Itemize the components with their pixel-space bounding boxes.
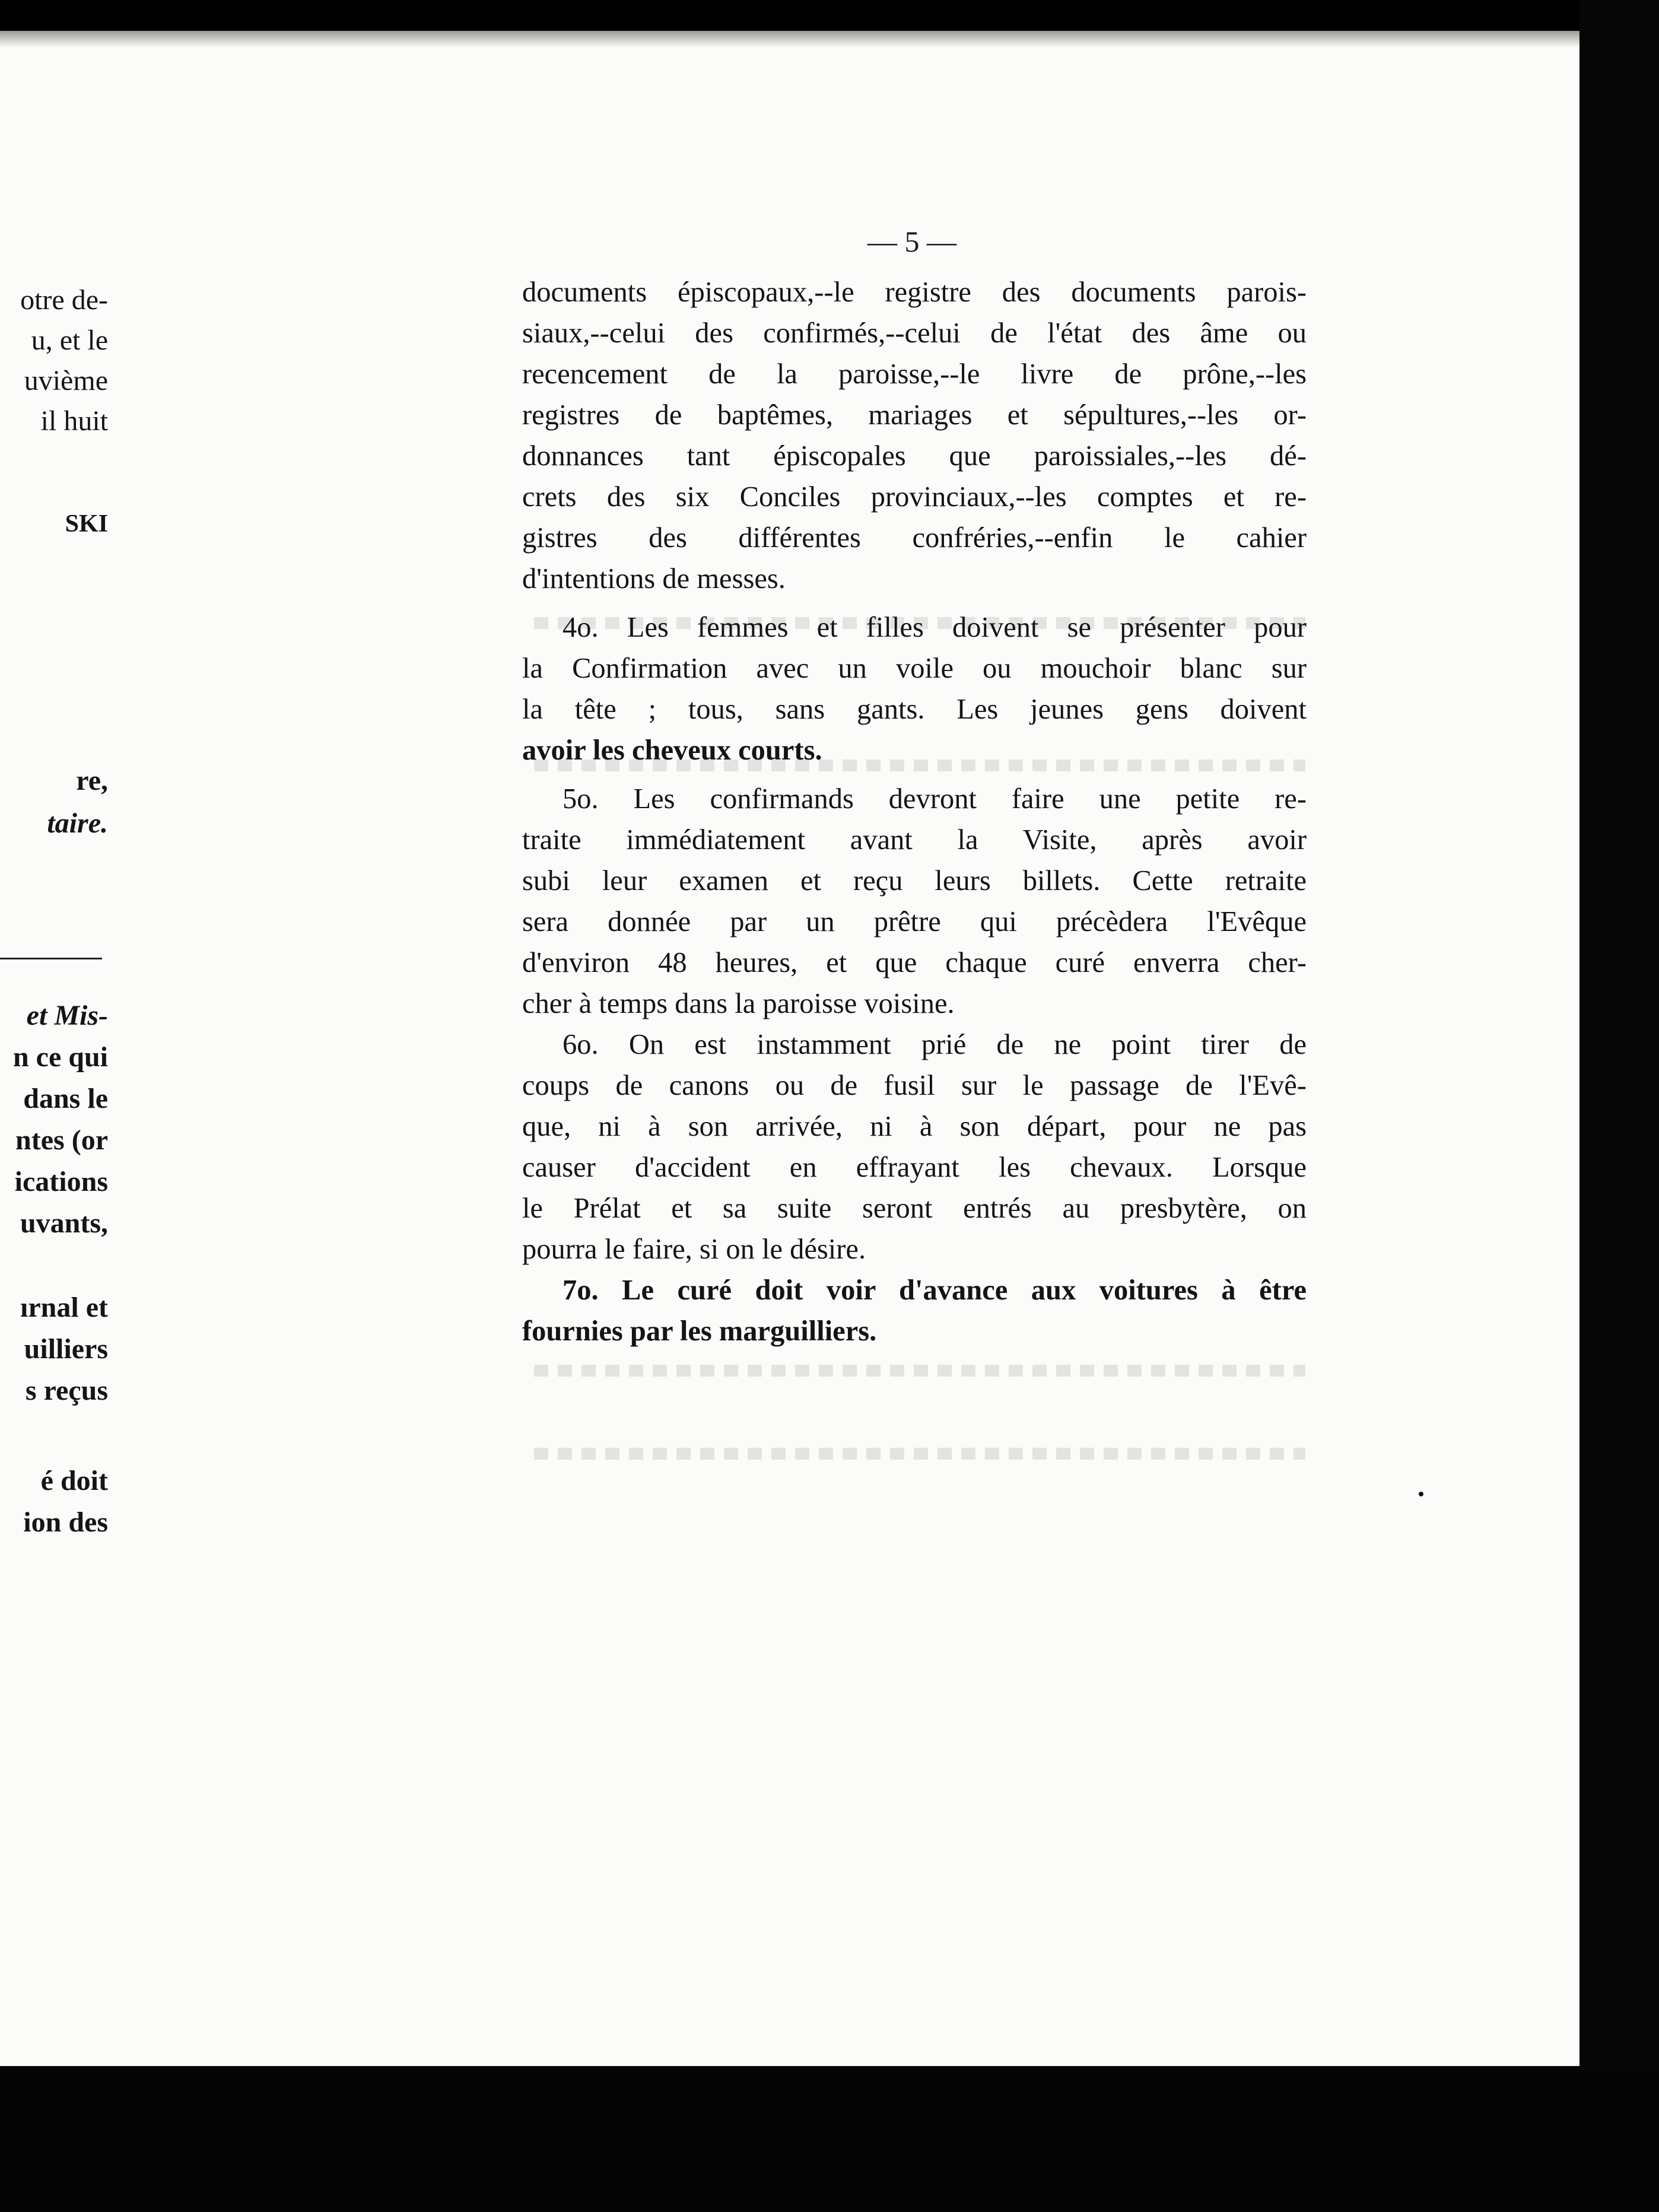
left-fragment-line: il huit [40,405,108,437]
left-fragment-line: uvième [24,365,108,396]
text-line: traite immédiatement avant la Visite, après avoir [522,824,1307,856]
scan-border-right [1579,0,1659,2212]
text-line: 6o. On est instamment prié de ne point tirer de [562,1029,1307,1060]
left-fragment-line: ion des [23,1507,108,1538]
left-fragment-line: re, [76,765,108,796]
left-fragment-line: uvants, [20,1207,108,1239]
left-fragment-rule [0,958,102,959]
left-fragment-line: SKI [65,510,108,538]
left-page-fragment [0,31,113,2066]
text-line: crets des six Conciles provinciaux,--les comptes et re- [522,481,1307,513]
text-line: avoir les cheveux courts. [522,735,822,766]
text-line: 4o. Les femmes et filles doivent se présenter pour [562,612,1307,643]
body-text [522,272,1307,1352]
left-fragment-line: u, et le [31,325,108,356]
scan-border-bottom [0,2066,1659,2212]
text-line: la tête ; tous, sans gants. Les jeunes gens doivent [522,694,1307,725]
text-line: d'intentions de messes. [522,563,786,595]
text-line: gistres des différentes confréries,--enfin le cahier [522,522,1307,554]
paragraph-6 [522,1024,1307,1270]
text-line: 5o. Les confirmands devront faire une petite re- [562,783,1307,815]
text-line: subi leur examen et reçu leurs billets. Cette retraite [522,865,1307,897]
text-line: donnances tant épiscopales que paroissiales,--les dé- [522,440,1307,472]
left-fragment-line: otre de- [20,284,108,316]
text-line: coups de canons ou de fusil sur le passage de l'Evê- [522,1070,1307,1101]
bleed-through [534,1365,1305,1377]
paragraph-7 [522,1270,1307,1352]
text-line: que, ni à son arrivée, ni à son départ, pour ne pas [522,1111,1307,1142]
text-line: siaux,--celui des confirmés,--celui de l'état des âme ou [522,317,1307,349]
paragraph-4 [522,607,1307,771]
paragraph-5 [522,778,1307,1024]
text-line: registres de baptêmes, mariages et sépultures,--les or- [522,399,1307,431]
text-line: pourra le faire, si on le désire. [522,1234,866,1265]
left-fragment-line: ırnal et [20,1292,108,1323]
text-line: fournies par les marguilliers. [522,1315,877,1347]
page-top-shadow [0,31,1579,47]
paragraph-3 [522,272,1307,599]
left-fragment-line: é doit [40,1465,108,1496]
left-fragment-line: n ce qui [12,1041,108,1073]
bleed-through [534,1448,1305,1460]
left-fragment-line: dans le [23,1083,108,1114]
text-line: la Confirmation avec un voile ou mouchoir blanc sur [522,653,1307,684]
left-fragment-line: et Mis- [26,1000,108,1031]
ink-speck [1419,1492,1423,1496]
text-line: 7o. Le curé doit voir d'avance aux voitures à être [562,1275,1307,1306]
left-fragment-line: ntes (or [15,1124,108,1156]
text-line: cher à temps dans la paroisse voisine. [522,988,955,1019]
left-fragment-line: s reçus [25,1375,108,1406]
page-number: — 5 — [867,225,956,258]
left-fragment-line: uilliers [24,1333,108,1365]
left-fragment-line: ications [14,1166,108,1197]
text-line: d'environ 48 heures, et que chaque curé enverra cher- [522,947,1307,978]
left-fragment-line: taire. [47,808,108,839]
text-line: recencement de la paroisse,--le livre de prône,--les [522,358,1307,390]
text-line: documents épiscopaux,--le registre des documents parois- [522,276,1307,308]
text-line: sera donnée par un prêtre qui précèdera l'Evêque [522,906,1307,937]
text-line: causer d'accident en effrayant les chevaux. Lorsque [522,1152,1307,1183]
text-line: le Prélat et sa suite seront entrés au presbytère, on [522,1193,1307,1224]
